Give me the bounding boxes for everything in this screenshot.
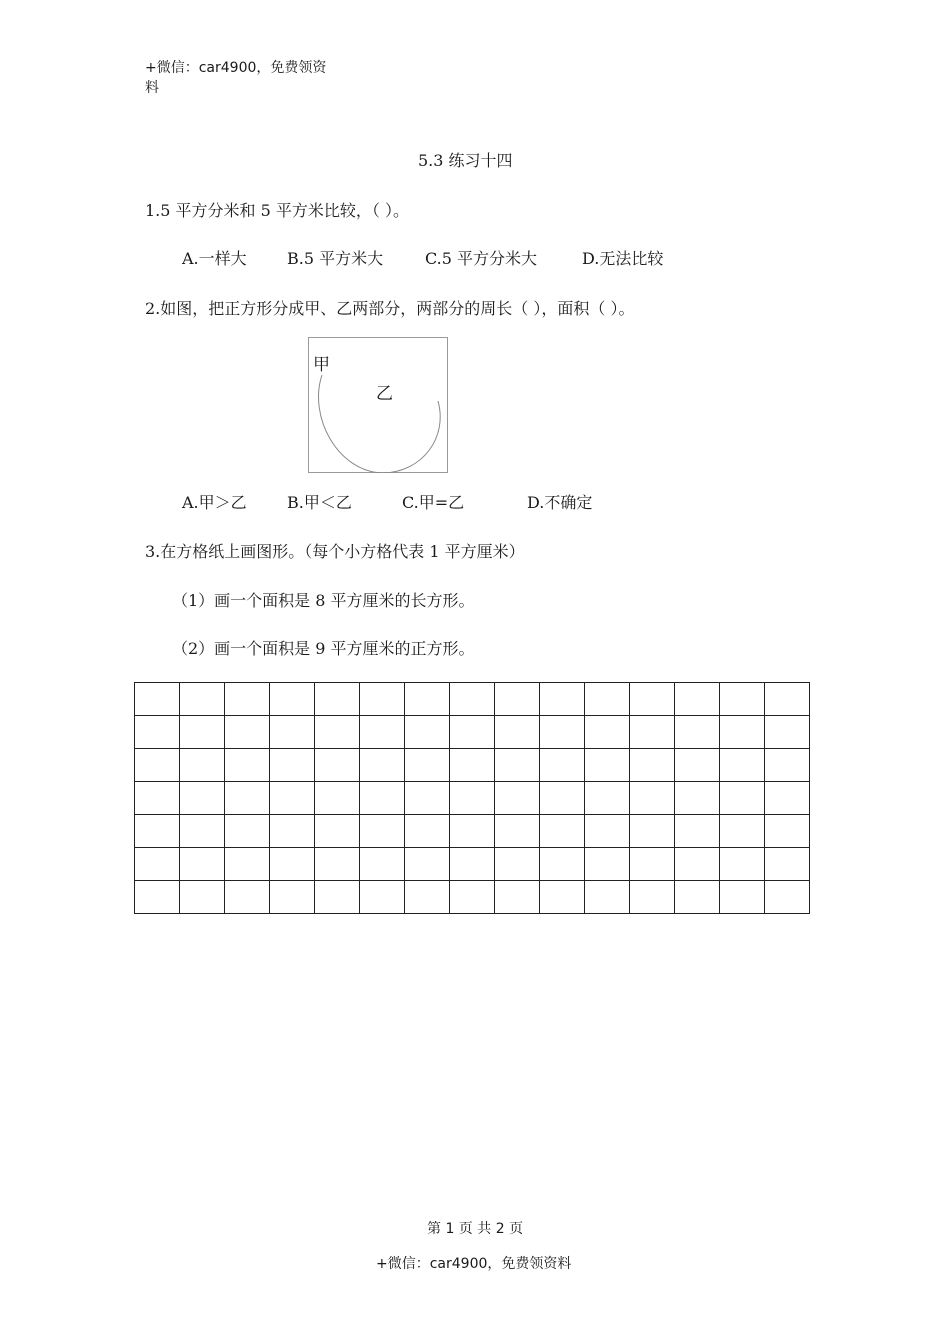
grid-cell[interactable] — [630, 848, 675, 881]
grid-cell[interactable] — [315, 848, 360, 881]
grid-cell[interactable] — [270, 881, 315, 914]
square-grid-paper[interactable] — [134, 682, 810, 914]
grid-cell[interactable] — [270, 815, 315, 848]
header-watermark-line2: 料 — [145, 80, 159, 96]
grid-cell[interactable] — [675, 848, 720, 881]
grid-cell[interactable] — [585, 782, 630, 815]
q2-option-b: B.甲＜乙 — [287, 493, 352, 512]
grid-cell[interactable] — [675, 782, 720, 815]
q2-option-c: C.甲=乙 — [402, 493, 465, 512]
grid-cell[interactable] — [630, 749, 675, 782]
grid-cell[interactable] — [270, 749, 315, 782]
grid-cell[interactable] — [540, 683, 585, 716]
grid-cell[interactable] — [450, 881, 495, 914]
grid-cell[interactable] — [765, 716, 810, 749]
grid-cell[interactable] — [360, 683, 405, 716]
grid-cell[interactable] — [405, 848, 450, 881]
grid-cell[interactable] — [630, 815, 675, 848]
grid-row — [135, 881, 810, 914]
grid-row — [135, 683, 810, 716]
grid-cell[interactable] — [720, 815, 765, 848]
grid-cell[interactable] — [495, 749, 540, 782]
grid-cell[interactable] — [585, 848, 630, 881]
grid-cell[interactable] — [135, 749, 180, 782]
grid-cell[interactable] — [135, 848, 180, 881]
grid-cell[interactable] — [225, 815, 270, 848]
grid-cell[interactable] — [675, 749, 720, 782]
grid-cell[interactable] — [315, 815, 360, 848]
grid-cell[interactable] — [495, 782, 540, 815]
grid-cell[interactable] — [180, 848, 225, 881]
grid-cell[interactable] — [405, 782, 450, 815]
q1-option-c: C.5 平方分米大 — [425, 249, 538, 268]
grid-cell[interactable] — [270, 782, 315, 815]
grid-cell[interactable] — [315, 881, 360, 914]
grid-cell[interactable] — [315, 716, 360, 749]
grid-cell[interactable] — [225, 683, 270, 716]
grid-cell[interactable] — [495, 683, 540, 716]
grid-cell[interactable] — [675, 683, 720, 716]
q3-sub1: （1）画一个面积是 8 平方厘米的长方形。 — [172, 591, 475, 610]
q1-option-d: D.无法比较 — [582, 249, 664, 268]
grid-cell[interactable] — [765, 749, 810, 782]
grid-cell[interactable] — [315, 749, 360, 782]
grid-cell[interactable] — [450, 683, 495, 716]
grid-cell[interactable] — [720, 749, 765, 782]
grid-cell[interactable] — [720, 848, 765, 881]
footer-watermark: +微信：car4900，免费领资料 — [376, 1256, 572, 1272]
grid-cell[interactable] — [585, 881, 630, 914]
grid-cell[interactable] — [360, 815, 405, 848]
grid-cell[interactable] — [405, 683, 450, 716]
grid-row — [135, 815, 810, 848]
q3-stem: 3.在方格纸上画图形。（每个小方格代表 1 平方厘米） — [145, 542, 525, 561]
q2-option-d: D.不确定 — [527, 493, 593, 512]
grid-cell[interactable] — [450, 749, 495, 782]
grid-cell[interactable] — [135, 716, 180, 749]
grid-cell[interactable] — [540, 848, 585, 881]
grid-cell[interactable] — [495, 716, 540, 749]
grid-cell[interactable] — [540, 881, 585, 914]
grid-cell[interactable] — [180, 782, 225, 815]
q3-sub2: （2）画一个面积是 9 平方厘米的正方形。 — [172, 639, 475, 658]
grid-cell[interactable] — [720, 881, 765, 914]
grid-cell[interactable] — [270, 716, 315, 749]
grid-cell[interactable] — [360, 848, 405, 881]
grid-cell[interactable] — [225, 716, 270, 749]
grid-cell[interactable] — [225, 782, 270, 815]
grid-cell[interactable] — [630, 683, 675, 716]
grid-cell[interactable] — [585, 716, 630, 749]
grid-cell[interactable] — [765, 815, 810, 848]
grid-cell[interactable] — [720, 716, 765, 749]
grid-cell[interactable] — [630, 716, 675, 749]
grid-cell[interactable] — [405, 749, 450, 782]
page-title: 5.3 练习十四 — [418, 151, 513, 170]
page-number: 第 1 页 共 2 页 — [427, 1221, 524, 1237]
grid-cell[interactable] — [630, 881, 675, 914]
grid-cell[interactable] — [450, 716, 495, 749]
grid-cell[interactable] — [405, 716, 450, 749]
grid-cell[interactable] — [360, 782, 405, 815]
grid-row — [135, 749, 810, 782]
grid-cell[interactable] — [405, 881, 450, 914]
header-watermark-line1: +微信：car4900，免费领资 — [145, 60, 327, 76]
grid-cell[interactable] — [315, 782, 360, 815]
grid-cell[interactable] — [135, 881, 180, 914]
grid-cell[interactable] — [585, 815, 630, 848]
grid-cell[interactable] — [675, 716, 720, 749]
grid-cell[interactable] — [180, 815, 225, 848]
grid-cell[interactable] — [135, 782, 180, 815]
grid-cell[interactable] — [495, 881, 540, 914]
grid-cell[interactable] — [180, 881, 225, 914]
grid-cell[interactable] — [450, 848, 495, 881]
grid-cell[interactable] — [765, 782, 810, 815]
grid-cell[interactable] — [270, 848, 315, 881]
grid-cell[interactable] — [225, 848, 270, 881]
grid-cell[interactable] — [675, 815, 720, 848]
grid-cell[interactable] — [765, 683, 810, 716]
grid-cell[interactable] — [405, 815, 450, 848]
grid-cell[interactable] — [540, 749, 585, 782]
grid-cell[interactable] — [675, 881, 720, 914]
grid-cell[interactable] — [450, 815, 495, 848]
grid-cell[interactable] — [540, 815, 585, 848]
figure-label-yi: 乙 — [376, 384, 393, 404]
q1-option-a: A.一样大 — [182, 249, 247, 268]
grid-cell[interactable] — [585, 749, 630, 782]
grid-cell[interactable] — [225, 881, 270, 914]
grid-cell[interactable] — [360, 749, 405, 782]
grid-cell[interactable] — [495, 815, 540, 848]
grid-cell[interactable] — [360, 881, 405, 914]
grid-cell[interactable] — [315, 683, 360, 716]
q2-option-a: A.甲＞乙 — [182, 493, 247, 512]
grid-cell[interactable] — [360, 716, 405, 749]
grid-cell[interactable] — [270, 683, 315, 716]
grid-cell[interactable] — [765, 848, 810, 881]
grid-cell[interactable] — [720, 782, 765, 815]
grid-cell[interactable] — [585, 683, 630, 716]
figure-label-jia: 甲 — [313, 355, 330, 375]
grid-cell[interactable] — [765, 881, 810, 914]
q1-option-b: B.5 平方米大 — [287, 249, 384, 268]
grid-cell[interactable] — [180, 716, 225, 749]
grid-cell[interactable] — [225, 749, 270, 782]
grid-cell[interactable] — [450, 782, 495, 815]
grid-row — [135, 782, 810, 815]
grid-cell[interactable] — [720, 683, 765, 716]
grid-cell[interactable] — [135, 815, 180, 848]
q1-stem: 1.5 平方分米和 5 平方米比较，（ ）。 — [145, 201, 409, 220]
grid-cell[interactable] — [135, 683, 180, 716]
grid-cell[interactable] — [180, 683, 225, 716]
grid-cell[interactable] — [180, 749, 225, 782]
grid-row — [135, 848, 810, 881]
grid-cell[interactable] — [495, 848, 540, 881]
grid-row — [135, 716, 810, 749]
grid-cell[interactable] — [540, 782, 585, 815]
grid-cell[interactable] — [630, 782, 675, 815]
q2-stem: 2.如图，把正方形分成甲、乙两部分，两部分的周长（ ），面积（ ）。 — [145, 299, 635, 318]
grid-cell[interactable] — [540, 716, 585, 749]
